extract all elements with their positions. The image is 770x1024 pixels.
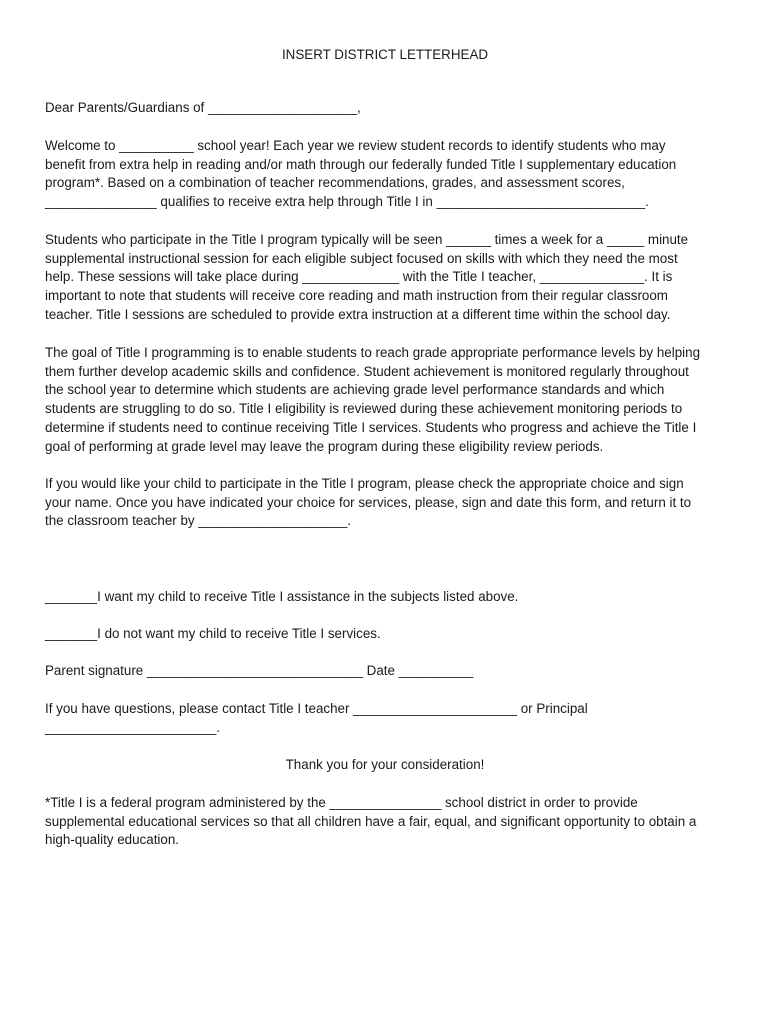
paragraph-line: If you would like your child to participate in the Title I program, please check the appropriate choice and sign	[45, 476, 684, 491]
paragraph-line: determine if students need to continue receiving Title I services. Students who progress and achieve the Title I	[45, 419, 697, 435]
paragraph-line: supplemental educational services so that all children have a fair, equal, and significant opportunity to obtain a	[45, 813, 697, 829]
welcome-paragraph	[45, 137, 735, 212]
salutation-text: Dear Parents/Guardians of ____________________,	[45, 100, 361, 115]
paragraph-line: program*. Based on a combination of teacher recommendations, grades, and assessment scores,	[45, 175, 625, 191]
participation-paragraph	[45, 231, 735, 325]
paragraph-line: Welcome to __________ school year! Each year we review student records to identify students who may	[45, 138, 666, 153]
paragraph-line: Students who participate in the Title I program typically will be seen ______ times a week for a _____ minute	[45, 232, 689, 247]
signature-line	[45, 662, 735, 681]
paragraph-line: important to note that students will receive core reading and math instruction from their regular classroom	[45, 288, 668, 304]
paragraph-line: benefit from extra help in reading and/or math through our federally funded Title I supplementary education	[45, 156, 677, 172]
paragraph-line: _______________ qualifies to receive extra help through Title I in ____________________________.	[45, 194, 649, 210]
paragraph-line: If you have questions, please contact Title I teacher ______________________ or Principal	[45, 701, 588, 716]
paragraph-line: them further develop academic skills and confidence. Student achievement is monitored regularly throughout	[45, 363, 689, 379]
paragraph-line: the school year to determine which students are achieving grade level performance standards and which	[45, 382, 665, 398]
questions-paragraph	[45, 700, 735, 737]
paragraph-line: _______________________.	[45, 719, 221, 735]
paragraph-line: goal of performing at grade level may leave the program during these eligibility review periods.	[45, 438, 604, 454]
paragraph-line: supplemental instructional session for each eligible subject focused on skills with which they need the most	[45, 250, 678, 266]
paragraph-line: *Title I is a federal program administered by the _______________ school district in order to provide	[45, 795, 638, 810]
option-yes	[45, 588, 735, 607]
paragraph-line: your name. Once you have indicated your choice for services, please, sign and date this form, and return it to	[45, 494, 692, 510]
paragraph-line: help. These sessions will take place during _____________ with the Title I teacher, ______________. It is	[45, 269, 673, 285]
goal-paragraph	[45, 344, 735, 456]
signature-line-text: Parent signature _____________________________ Date __________	[45, 663, 474, 678]
letterhead-placeholder: INSERT DISTRICT LETTERHEAD	[281, 47, 489, 62]
option-no-text: _______I do not want my child to receive Title I services.	[45, 626, 381, 641]
paragraph-line: high-quality education.	[45, 832, 179, 848]
salutation	[45, 99, 735, 118]
paragraph-line: The goal of Title I programming is to enable students to reach grade appropriate performance levels by helping	[45, 345, 701, 360]
paragraph-line: teacher. Title I sessions are scheduled to provide extra instruction at a different time within the school day.	[45, 306, 671, 322]
instructions-paragraph	[45, 475, 735, 531]
thank-you-note: Thank you for your consideration!	[285, 757, 485, 772]
option-yes-text: _______I want my child to receive Title I assistance in the subjects listed above.	[45, 589, 519, 604]
paragraph-line: students are struggling to do so. Title I eligibility is reviewed during these achievement monitoring periods to	[45, 401, 683, 417]
footnote	[45, 794, 735, 850]
paragraph-line: the classroom teacher by ____________________.	[45, 513, 351, 529]
option-no	[45, 625, 735, 644]
